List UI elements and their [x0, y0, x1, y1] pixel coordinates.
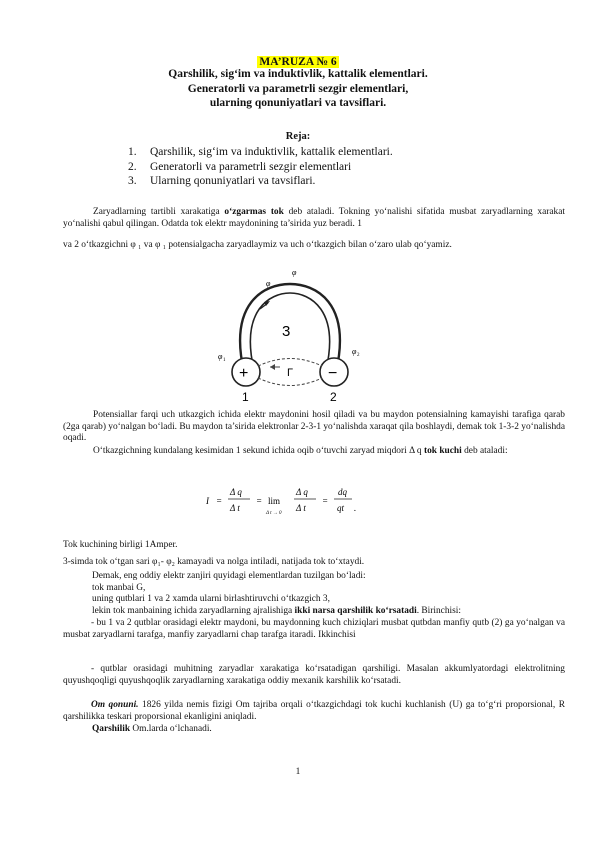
fig3-line: 3-simda tok o‘tgan sari φ₁- φ₂ kamayadi va nolga intiladi, natijada tok to‘xtaydi.: [63, 557, 365, 567]
formula-lhs: I: [206, 496, 209, 506]
formula-eq1: =: [216, 496, 223, 506]
phi-sub-right: 2: [357, 353, 360, 358]
page-number: 1: [295, 767, 301, 777]
plan-list: [128, 145, 393, 189]
formula-eq3: =: [322, 496, 329, 506]
lecture-subtitle: [0, 67, 596, 111]
formula-qt: qt: [337, 503, 345, 513]
phi-label-top: φ: [266, 279, 271, 288]
phi-label-upper: φ: [292, 268, 297, 277]
formula-eq2: =: [256, 496, 263, 506]
conductor-3-label: 3: [282, 323, 291, 340]
subtitle-line-2: Generatorli va parametrli sezgir elementlari,: [187, 82, 409, 95]
gamma-label: Г: [287, 367, 293, 379]
circuit-line-4: lekin tok manbaining ichida zaryadlarning ajralishiga ikki narsa qarshilik ko‘rsatadi. Birinchisi:: [92, 605, 461, 616]
current-formula: [200, 476, 370, 524]
phi-label-right: φ: [352, 347, 357, 356]
pole-2-label: 2: [330, 390, 337, 404]
plan-heading: Reja:: [285, 131, 311, 142]
bullet-medium: - qutblar orasidagi muhitning zaryadlar xarakatiga ko‘rsatadigan qarshiligi. Masalan akkumlyatordagi elektrolitning quyushqoqligi quyushqoqlik zaryadlarning xarakatiga oddiy mexanik karshilik ko‘rsatadi.: [63, 664, 565, 686]
circuit-line-1: Demak, eng oddiy elektr zanjiri quyidagi elementlardan tuzilgan bo‘ladi:: [92, 571, 366, 581]
paragraph-field: Potensiallar farqi uch utkazgich ichida elektr maydonini hosil qiladi va bu maydon potensialning kamayishi tarafiga qarab (2ga qarab) yo‘nalgan bo‘ladi. Bu maydon ta’sirida elektronlar 2-3-1 yo‘nalishda xaraqat qila boshlaydi, demak tok 1-3-2 yo‘nalishda oqadi.: [63, 410, 565, 444]
paragraph-current: O‘tkazgichning kundalang kesimidan 1 sekund ichida oqib o‘tuvchi zaryad miqdori Δ q tok kuchi deb ataladi:: [93, 446, 508, 456]
plan-item: 3. Ularning qonuniyatlari va tavsiflari.: [128, 175, 316, 187]
ohm-law-heading: Om qonuni.: [91, 700, 139, 710]
circuit-line-3: uning qutblari 1 va 2 xamda ularni birlashtiruvchi o‘tkazgich 3,: [92, 594, 330, 605]
subtitle-line-3: ularning qonuniyatlari va tavsiflari.: [209, 97, 387, 109]
phi-sub-left: 1: [223, 358, 226, 363]
formula-dt-b: Δ t: [296, 503, 306, 513]
minus-sign: −: [328, 365, 338, 382]
formula-dot: .: [354, 503, 357, 513]
subtitle-line-1: Qarshilik, sig‘im va induktivlik, kattalik elementlari.: [168, 68, 428, 80]
bullet-field: - bu 1 va 2 qutblar orasidagi elektr maydoni, bu maydonning kuch chiziqlari musbat qutbdan manfiy qutb (2) ga yo‘nalgan va musbat zaryadlarni tarafga, manfiy zaryadlarni chap tarafga itaradi. Ikkinchisi: [63, 618, 565, 640]
formula-lim-sub: Δ t → 0: [266, 511, 282, 516]
paragraph-intro-cont: va 2 o‘tkazgichni φ ₁ va φ ₁ potensialgacha zaryadlaymiz va uch o‘tkazgich bilan o‘zaro ulab qo‘yamiz.: [63, 240, 452, 250]
plan-item: 2. Generatorli va parametrli sezgir elementlari: [128, 160, 352, 173]
formula-dq-b: Δ q: [296, 487, 308, 497]
ohm-law-paragraph: Om qonuni. 1826 yilda nemis fizigi Om tajriba orqali o‘tkazgichdagi tok kuchi kuchlanish (U) ga to‘g‘ri proporsional, R qarshilikka teskari proporsional ekanligini aniqladi.: [63, 700, 565, 722]
resistance-line: Qarshilik Om.larda o‘lchanadi.: [92, 724, 212, 734]
pole-1-label: 1: [242, 390, 249, 404]
conductor-diagram: [210, 262, 370, 407]
plan-item: 1. Qarshilik, sig‘im va induktivlik, kattalik elementlari.: [128, 146, 393, 158]
plus-sign: +: [239, 365, 249, 382]
unit-line: Tok kuchining birligi 1Amper.: [63, 540, 178, 550]
circuit-line-2: tok manbai G,: [92, 582, 146, 593]
formula-dt: Δ t: [230, 503, 240, 513]
formula-dq: Δ q: [230, 487, 242, 497]
circuit-description: [92, 571, 565, 617]
paragraph-intro: Zaryadlarning tartibli xarakatiga o‘zgarmas tok deb ataladi. Tokning yo‘nalishi sifatida musbat zaryadlarning xarakat yo‘nalishi qabul qilingan. Odatda tok elektr maydonining ta’sirida yuz beradi. 1: [63, 207, 565, 229]
lecture-number: MA’RUZA № 6: [259, 56, 337, 68]
formula-lim: lim: [268, 496, 281, 506]
formula-dq2: dq: [338, 487, 347, 497]
phi-label-left: φ: [218, 352, 223, 361]
